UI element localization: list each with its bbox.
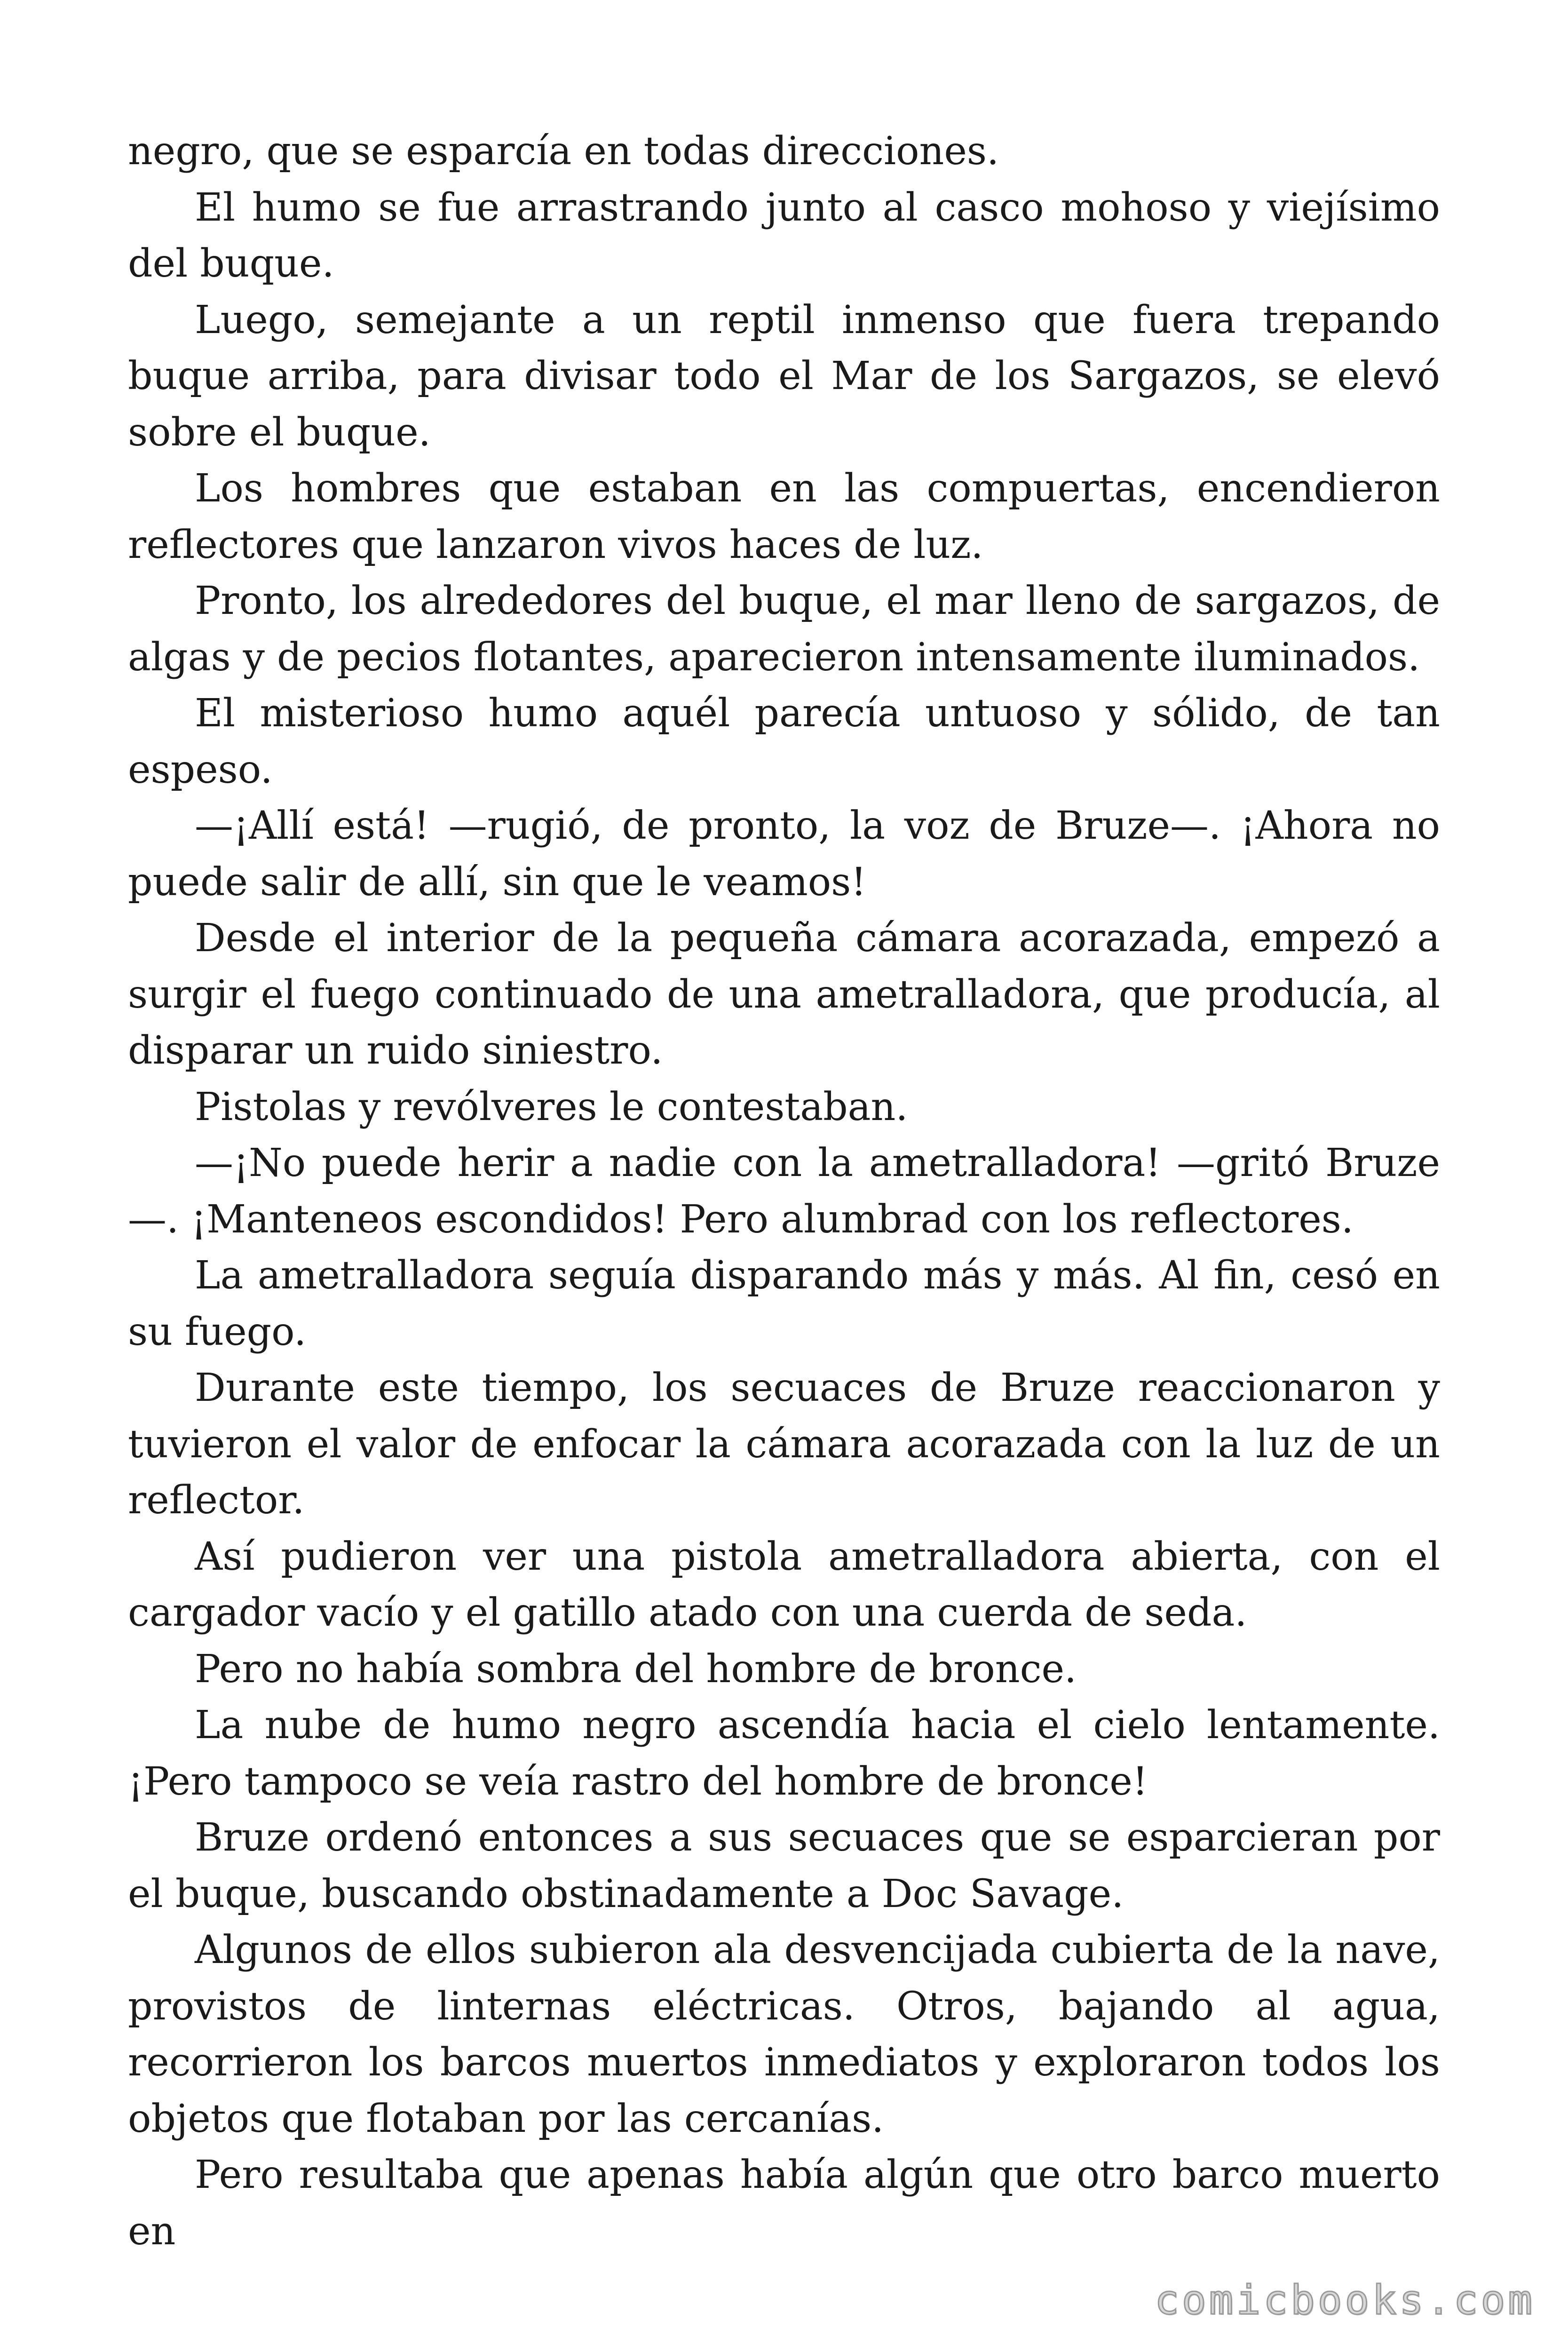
paragraph: Desde el interior de la pequeña cámara acorazada, empezó a surgir el fuego continuado de una ametralladora, que producía, al disparar un ruido siniestro. — [128, 916, 1440, 1073]
paragraph-dialogue: —¡Allí está! —rugió, de pronto, la voz de Bruze—. ¡Ahora no puede salir de allí, sin que le veamos! — [128, 803, 1440, 905]
paragraph-dialogue: —¡No puede herir a nadie con la ametralladora! —gritó Bruze—. ¡Manteneos escondidos! Pero alumbrad con los reflectores. — [128, 1141, 1440, 1242]
paragraph-continued: negro, que se esparcía en todas direcciones. — [128, 129, 999, 174]
paragraph: Bruze ordenó entonces a sus secuaces que se esparcieran por el buque, buscando obstinadamente a Doc Savage. — [128, 1815, 1440, 1916]
paragraph: Pistolas y revólveres le contestaban. — [195, 1084, 908, 1129]
paragraph: Así pudieron ver una pistola ametralladora abierta, con el cargador vacío y el gatillo atado con una cuerda de seda. — [128, 1534, 1440, 1635]
paragraph: El misterioso humo aquél parecía untuoso y sólido, de tan espeso. — [128, 691, 1440, 792]
paragraph: Pronto, los alrededores del buque, el mar lleno de sargazos, de algas y de pecios flotantes, aparecieron intensamente iluminados. — [128, 579, 1440, 680]
body-text — [128, 123, 1440, 2259]
paragraph: Algunos de ellos subieron ala desvencijada cubierta de la nave, provistos de linternas eléctricas. Otros, bajando al agua, recorrieron los barcos muertos inmediatos y exploraron todos los objetos que flotaban por las cercanías. — [128, 1928, 1440, 2141]
paragraph: El humo se fue arrastrando junto al casco mohoso y viejísimo del buque. — [128, 185, 1440, 286]
paragraph: Los hombres que estaban en las compuertas, encendieron reflectores que lanzaron vivos haces de luz. — [128, 466, 1440, 567]
paragraph-continues: Pero resultaba que apenas había algún que otro barco muerto en — [128, 2153, 1440, 2254]
paragraph: La ametralladora seguía disparando más y más. Al fin, cesó en su fuego. — [128, 1253, 1440, 1354]
paragraph: Durante este tiempo, los secuaces de Bruze reaccionaron y tuvieron el valor de enfocar la cámara acorazada con la luz de un reflector. — [128, 1366, 1440, 1523]
paragraph: Luego, semejante a un reptil inmenso que fuera trepando buque arriba, para divisar todo el Mar de los Sargazos, se elevó sobre el buque. — [128, 297, 1440, 455]
site-watermark: comicbooks.com — [1155, 2277, 1535, 2324]
paragraph: Pero no había sombra del hombre de bronce. — [195, 1646, 1077, 1692]
paragraph: La nube de humo negro ascendía hacia el cielo lentamente. ¡Pero tampoco se veía rastro del hombre de bronce! — [128, 1703, 1440, 1804]
